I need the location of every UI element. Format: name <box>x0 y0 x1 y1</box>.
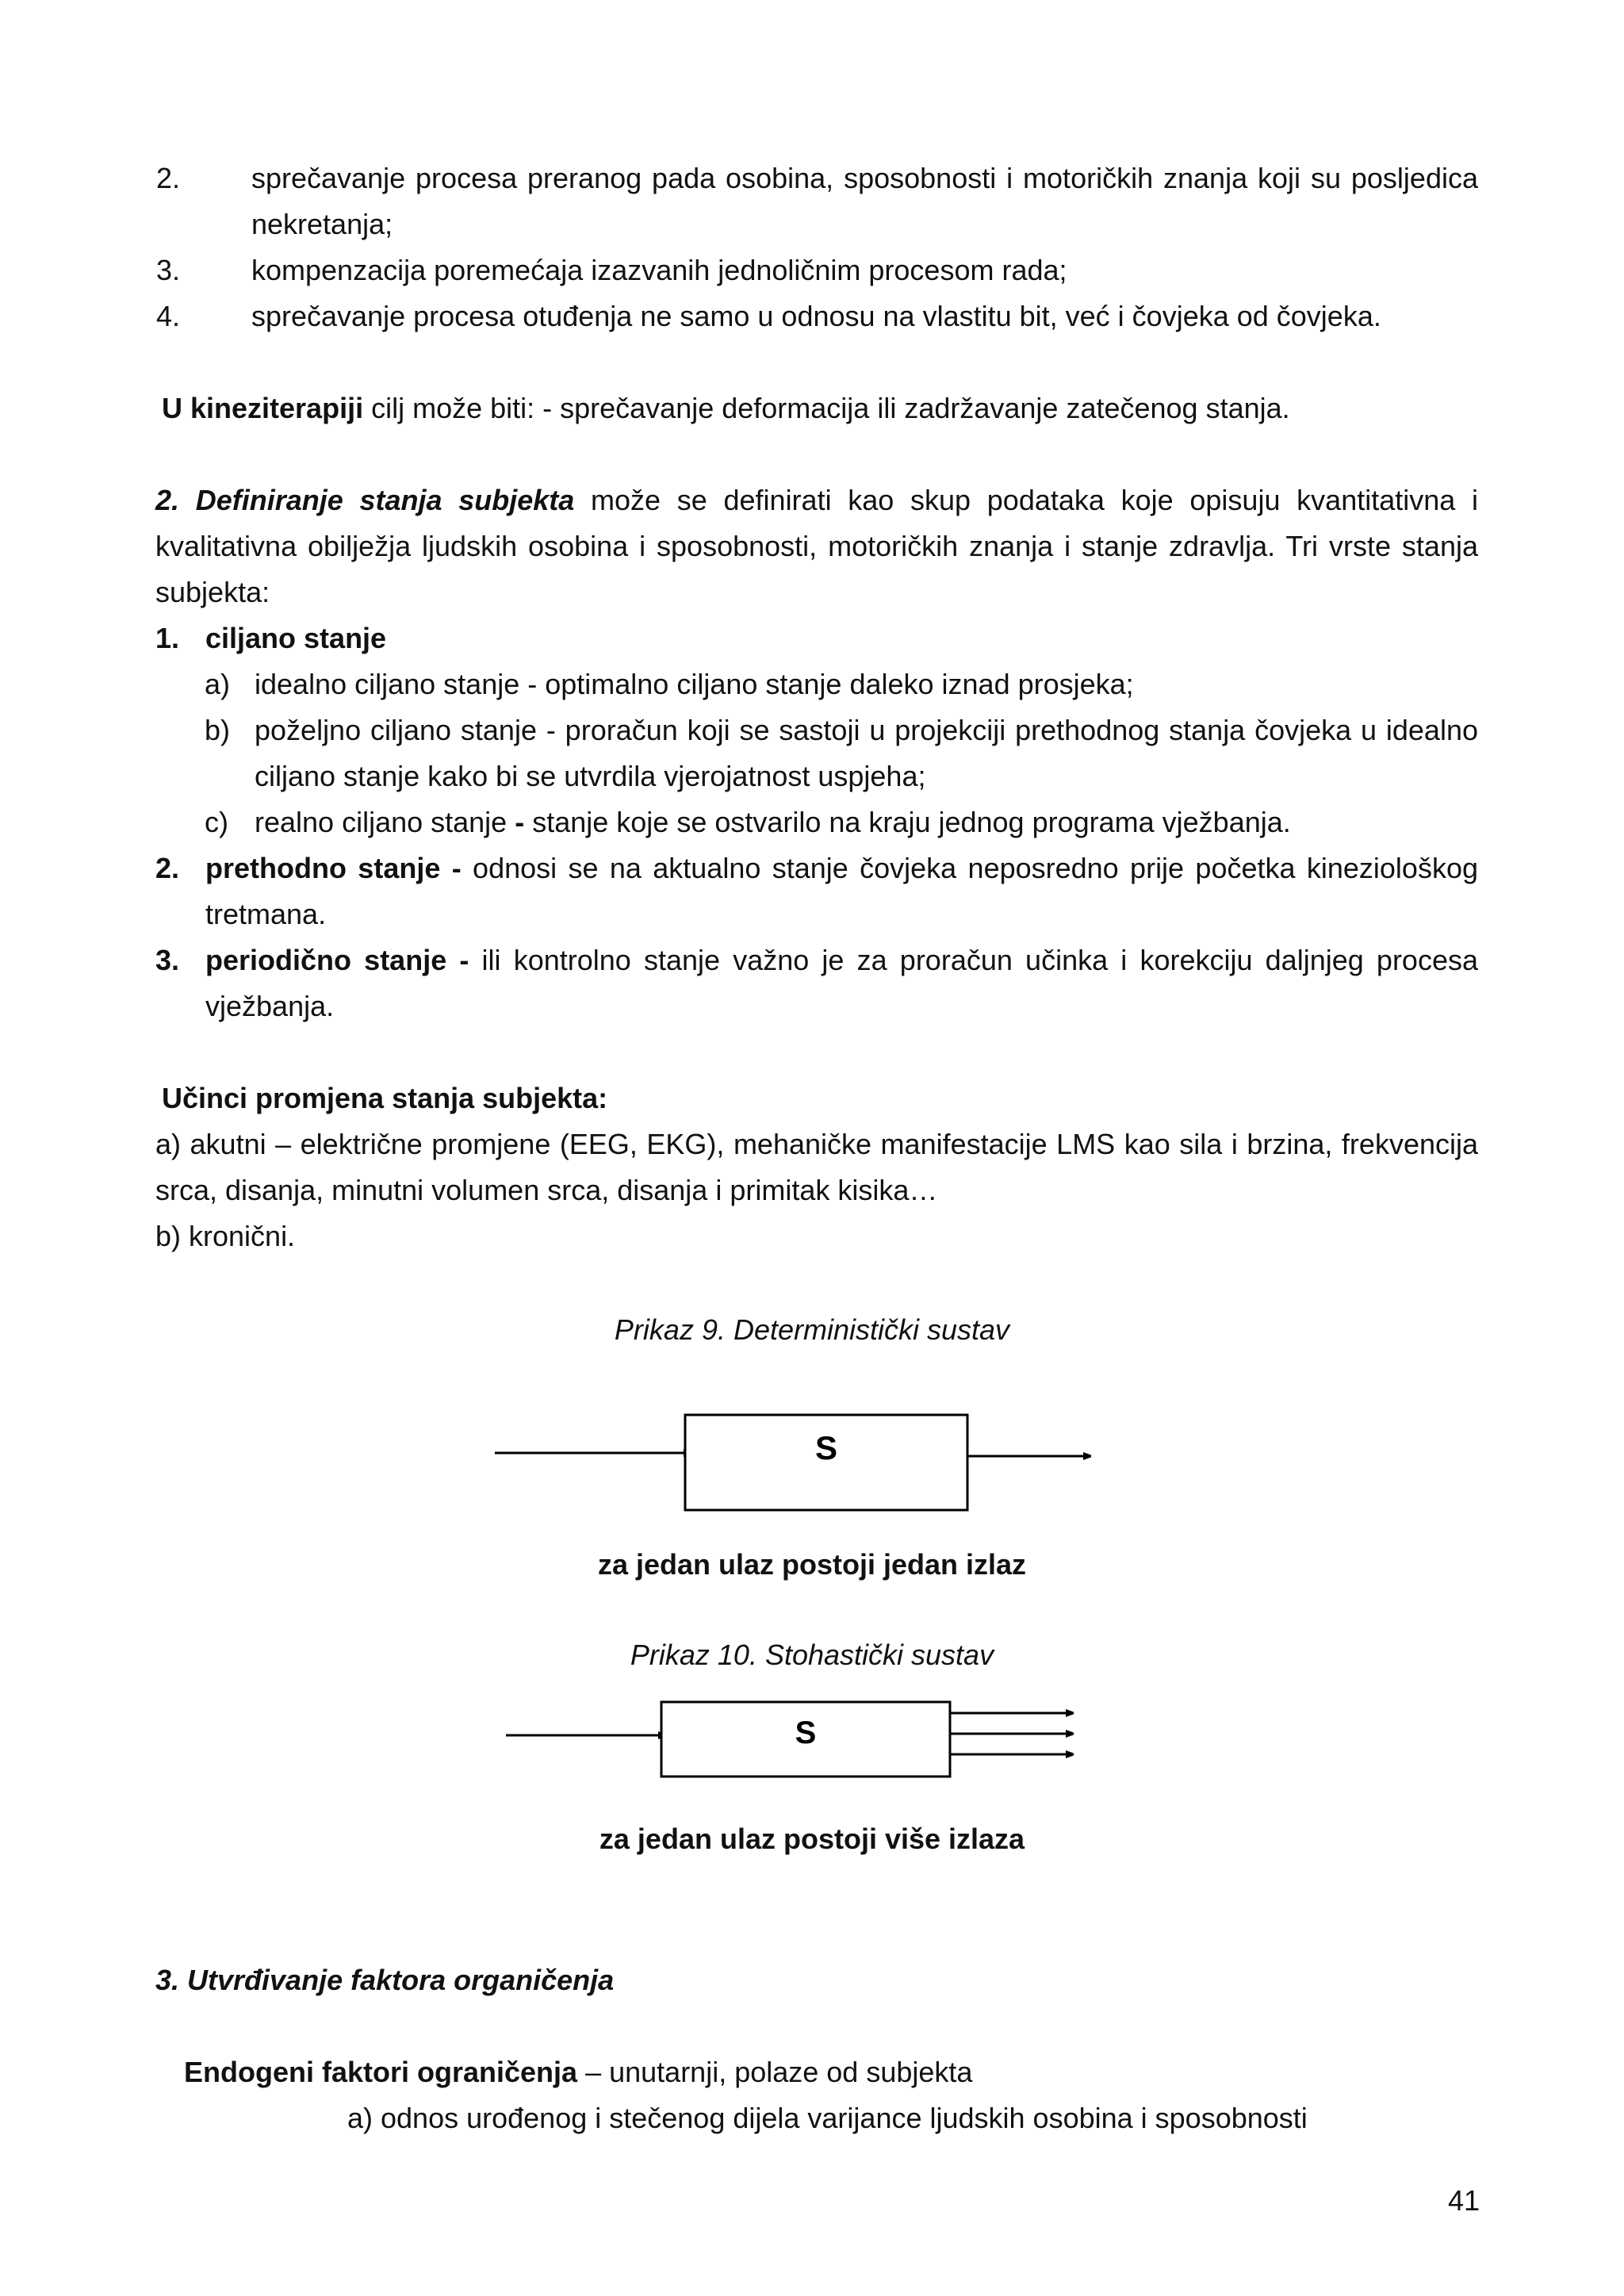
list-item: 3. kompenzacija poremećaja izazvanih jednoličnim procesom rada; <box>156 254 1067 286</box>
list-item: 2. sprečavanje procesa preranog pada osobina, sposobnosti i motoričkih znanja koji su posljedica nekretanja; <box>156 162 1478 240</box>
page-number: 41 <box>1447 2184 1480 2217</box>
definition-paragraph: 2. Definiranje stanja subjekta može se definirati kao skup podataka koje opisuju kvantitativna i kvalitativna obilježja ljudskih osobina i sposobnosti, motoričkih znanja i stanje zdravlja. Tri vrste stanja subjekta: <box>155 484 1478 608</box>
endogeni-paragraph: Endogeni faktori ograničenja – unutarnji, polaze od subjekta <box>184 2056 973 2088</box>
sub-item: c) realno ciljano stanje - stanje koje se ostvarilo na kraju jednog programa vježbanja. <box>205 806 1291 838</box>
sub-item: a) idealno ciljano stanje - optimalno ciljano stanje daleko iznad prosjeka; <box>205 668 1134 700</box>
state-item-ciljano: 1. ciljano stanje <box>155 622 387 654</box>
ucinci-heading: Učinci promjena stanja subjekta: <box>162 1082 608 1114</box>
deterministic-system-diagram <box>476 1404 1110 1531</box>
figure-9-note: za jedan ulaz postoji jedan izlaz <box>597 1548 1027 1581</box>
stochastic-system-diagram <box>476 1694 1110 1797</box>
figure-10-caption: Prikaz 10. Stohastički sustav <box>630 1639 994 1671</box>
states-list <box>155 615 1478 1029</box>
state-item-prethodno: 2. prethodno stanje - odnosi se na aktualno stanje čovjeka neposredno prije početka kineziološkog tretmana. <box>155 852 1478 930</box>
system-box-label: S <box>814 1429 838 1466</box>
state-item-periodicno: 3. periodično stanje - ili kontrolno stanje važno je za proračun učinka i korekciju daljnjeg procesa vježbanja. <box>155 944 1478 1022</box>
endogeni-item-a: a) odnos urođenog i stečenog dijela varijance ljudskih osobina i sposobnosti <box>347 2102 1308 2134</box>
system-box-label: S <box>795 1715 817 1750</box>
list-item: 4. sprečavanje procesa otuđenja ne samo u odnosu na vlastitu bit, već i čovjeka od čovjeka. <box>156 300 1381 332</box>
figure-10-note: za jedan ulaz postoji više izlaza <box>599 1823 1025 1855</box>
top-numbered-list <box>155 155 1478 339</box>
ucinci-b-paragraph: b) kronični. <box>155 1220 296 1252</box>
ucinci-a-paragraph: a) akutni – električne promjene (EEG, EKG), mehaničke manifestacije LMS kao sila i brzina, frekvencija srca, disanja, minutni volumen srca, disanja i primitak kisika… <box>155 1128 1478 1206</box>
figure-9-caption: Prikaz 9. Deterministički sustav <box>614 1313 1010 1346</box>
sub-item: b) poželjno ciljano stanje - proračun koji se sastoji u projekciji prethodnog stanja čovjeka u idealno ciljano stanje kako bi se utvrdila vjerojatnost uspjeha; <box>205 714 1478 792</box>
section-3-heading: 3. Utvrđivanje faktora organičenja <box>155 1964 615 1996</box>
kineziterapija-paragraph: U kineziterapiji cilj može biti: - sprečavanje deformacija ili zadržavanje zatečenog stanja. <box>162 392 1290 424</box>
